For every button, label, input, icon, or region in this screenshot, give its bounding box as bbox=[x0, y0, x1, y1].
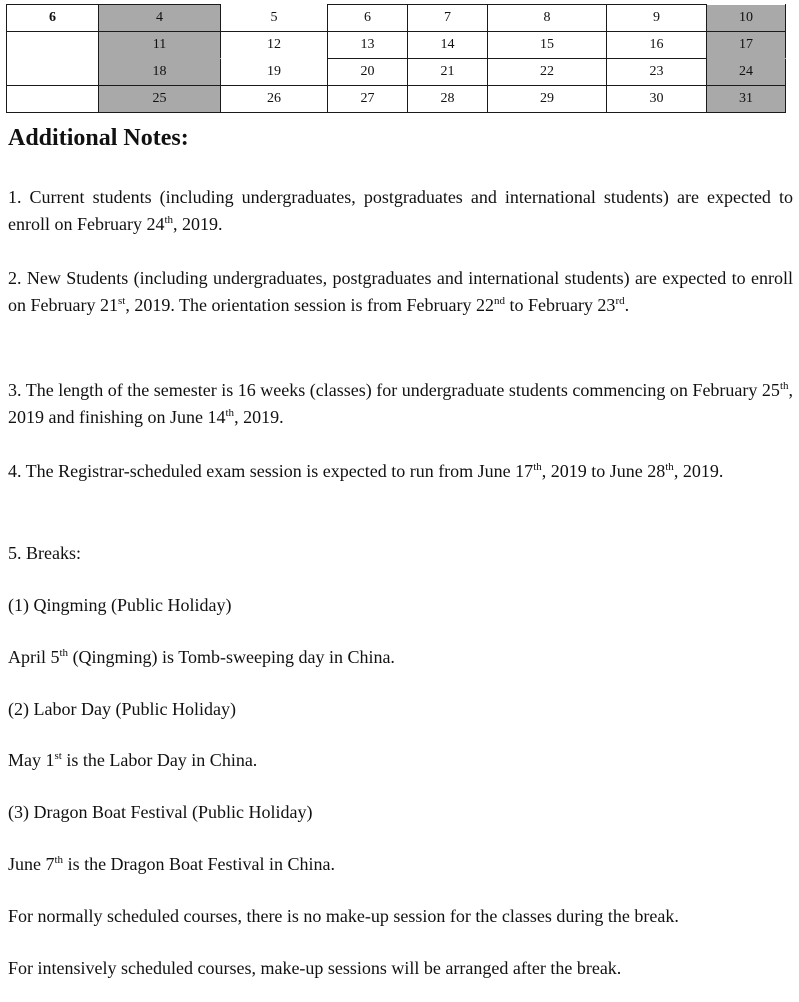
date-cell: 14 bbox=[408, 32, 488, 59]
date-cell-weekend: 11 bbox=[99, 32, 221, 59]
note-5-breaks: 5. Breaks: bbox=[8, 543, 81, 563]
makeup-normal-note: For normally scheduled courses, there is no make-up session for the classes during the break. bbox=[8, 906, 679, 926]
date-cell: 12 bbox=[221, 32, 328, 59]
week-number-cell: 6 bbox=[7, 5, 99, 32]
calendar-row bbox=[7, 59, 786, 86]
date-cell: 23 bbox=[607, 59, 707, 86]
date-cell-weekend: 10 bbox=[707, 5, 786, 32]
date-cell: 28 bbox=[408, 86, 488, 113]
date-cell: 22 bbox=[488, 59, 607, 86]
date-cell: 15 bbox=[488, 32, 607, 59]
date-cell: 27 bbox=[328, 86, 408, 113]
date-cell: 5 bbox=[221, 5, 328, 32]
notes-heading: Additional Notes: bbox=[8, 125, 189, 151]
calendar-row bbox=[7, 86, 786, 113]
date-cell-weekend: 17 bbox=[707, 32, 786, 59]
date-cell: 29 bbox=[488, 86, 607, 113]
makeup-intensive-note: For intensively scheduled courses, make-up sessions will be arranged after the break. bbox=[8, 958, 622, 978]
note-1: 1. Current students (including undergraduates, postgraduates and international students) are expected to enroll on February 24th, 2019. bbox=[8, 187, 793, 234]
break-2-description: May 1st is the Labor Day in China. bbox=[8, 750, 258, 770]
break-1-description: April 5th (Qingming) is Tomb-sweeping day in China. bbox=[8, 647, 395, 667]
date-cell-weekend: 4 bbox=[99, 5, 221, 32]
date-cell-weekend: 25 bbox=[99, 86, 221, 113]
date-cell: 30 bbox=[607, 86, 707, 113]
calendar-row bbox=[7, 32, 786, 59]
calendar-table bbox=[6, 4, 786, 113]
note-3: 3. The length of the semester is 16 weeks (classes) for undergraduate students commencing on February 25th, 2019 and finishing on June 14th, 2019. bbox=[8, 380, 793, 427]
date-cell: 7 bbox=[408, 5, 488, 32]
date-cell-weekend: 24 bbox=[707, 59, 786, 86]
week-number-cell bbox=[7, 32, 99, 59]
date-cell: 16 bbox=[607, 32, 707, 59]
date-cell: 13 bbox=[328, 32, 408, 59]
date-cell: 19 bbox=[221, 59, 328, 86]
break-3-description: June 7th is the Dragon Boat Festival in China. bbox=[8, 854, 336, 874]
break-2-heading: (2) Labor Day (Public Holiday) bbox=[8, 699, 236, 719]
note-2: 2. New Students (including undergraduates, postgraduates and international students) are expected to enroll on February 21st, 2019. The orientation session is from February 22nd to February 23rd. bbox=[8, 268, 793, 315]
calendar-row bbox=[7, 5, 786, 32]
week-number-cell bbox=[7, 59, 99, 86]
date-cell-weekend: 18 bbox=[99, 59, 221, 86]
date-cell: 6 bbox=[328, 5, 408, 32]
date-cell: 20 bbox=[328, 59, 408, 86]
break-3-heading: (3) Dragon Boat Festival (Public Holiday) bbox=[8, 802, 313, 822]
break-1-heading: (1) Qingming (Public Holiday) bbox=[8, 595, 232, 615]
date-cell: 8 bbox=[488, 5, 607, 32]
date-cell-weekend: 31 bbox=[707, 86, 786, 113]
note-4: 4. The Registrar-scheduled exam session is expected to run from June 17th, 2019 to June 28th, 2019. bbox=[8, 461, 724, 481]
date-cell: 26 bbox=[221, 86, 328, 113]
week-number-cell bbox=[7, 86, 99, 113]
date-cell: 21 bbox=[408, 59, 488, 86]
date-cell: 9 bbox=[607, 5, 707, 32]
